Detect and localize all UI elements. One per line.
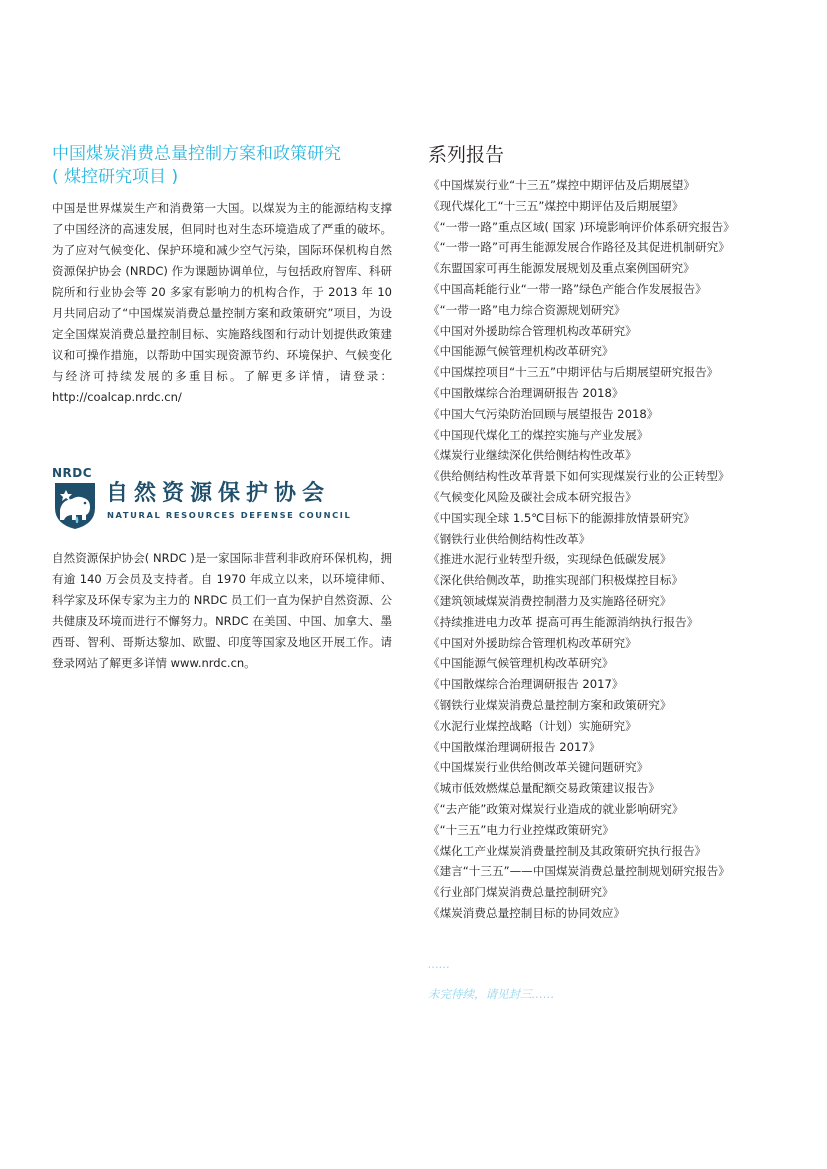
report-list-item: 《中国能源气候管理机构改革研究》 <box>428 656 614 671</box>
about-nrdc-block <box>52 548 392 674</box>
report-list-item: 《中国对外援助综合管理机构改革研究》 <box>428 323 637 338</box>
nrdc-logo <box>52 466 352 532</box>
nrdc-logo-name-cn: 自然资源保护协会 <box>106 481 331 506</box>
report-list-item: 《建言“十三五”——中国煤炭消费总量控制规划研究报告》 <box>428 864 730 879</box>
to-be-continued-note: 未完待续，请见封三…… <box>428 987 555 1001</box>
nrdc-bear-shield-icon <box>52 480 98 530</box>
series-ellipsis: …… <box>428 958 450 971</box>
report-list-item: 《深化供给侧改革，助推实现部门积极煤控目标》 <box>428 573 684 588</box>
report-list-item: 《中国煤炭行业供给侧改革关键问题研究》 <box>428 760 649 775</box>
project-section <box>52 143 392 189</box>
report-list-item: 《钢铁行业煤炭消费总量控制方案和政策研究》 <box>428 697 672 712</box>
report-list-item: 《煤炭消费总量控制目标的协同效应》 <box>428 905 626 920</box>
report-list-item: 《“十三五”电力行业控煤政策研究》 <box>428 822 614 837</box>
report-list-item: 《煤炭行业继续深化供给侧结构性改革》 <box>428 448 637 463</box>
report-list-item: 《推进水泥行业转型升级，实现绿色低碳发展》 <box>428 552 672 567</box>
nrdc-logo-name-en: NATURAL RESOURCES DEFENSE COUNCIL <box>107 510 352 520</box>
report-list-item: 《城市低效燃煤总量配额交易政策建议报告》 <box>428 781 660 796</box>
project-title-line2: ( 煤控研究项目 ) <box>52 167 179 187</box>
report-list-item: 《现代煤化工“十三五”煤控中期评估及后期展望》 <box>428 198 684 213</box>
nrdc-logo-abbr: NRDC <box>52 466 93 480</box>
report-list-item: 《气候变化风险及碳社会成本研究报告》 <box>428 489 637 504</box>
report-list-item: 《中国煤炭行业“十三五”煤控中期评估及后期展望》 <box>428 178 696 192</box>
report-list-item: 《水泥行业煤控战略（计划）实施研究》 <box>428 718 637 733</box>
report-list-item: 《中国散煤综合治理调研报告 2017》 <box>428 677 624 692</box>
project-title <box>52 143 392 189</box>
report-list-item: 《持续推进电力改革 提高可再生能源消纳执行报告》 <box>428 614 699 629</box>
report-list-item: 《中国能源气候管理机构改革研究》 <box>428 344 614 359</box>
report-list-item: 《中国煤控项目“十三五”中期评估与后期展望研究报告》 <box>428 365 719 380</box>
report-list-item: 《“一带一路”电力综合资源规划研究》 <box>428 302 626 317</box>
report-list-item: 《东盟国家可再生能源发展规划及重点案例国研究》 <box>428 261 695 276</box>
series-title: 系列报告 <box>428 144 505 166</box>
report-list-item: 《中国大气污染防治回顾与展望报告 2018》 <box>428 406 659 421</box>
report-list-item: 《建筑领域煤炭消费控制潜力及实施路径研究》 <box>428 593 672 608</box>
report-list-item: 《中国高耗能行业“一带一路”绿色产能合作发展报告》 <box>428 281 707 296</box>
project-title-line1: 中国煤炭消费总量控制方案和政策研究 <box>52 144 341 164</box>
report-list-item: 《中国散煤综合治理调研报告 2018》 <box>428 385 624 400</box>
report-list-item: 《煤化工产业煤炭消费量控制及其政策研究执行报告》 <box>428 843 707 858</box>
report-list-item: 《中国对外援助综合管理机构改革研究》 <box>428 635 637 650</box>
report-list-item: 《“一带一路”重点区域( 国家 )环境影响评价体系研究报告》 <box>428 219 735 234</box>
report-list-item: 《行业部门煤炭消费总量控制研究》 <box>428 885 614 900</box>
report-list-item: 《中国实现全球 1.5℃目标下的能源排放情景研究》 <box>428 510 696 525</box>
report-list-item: 《钢铁行业供给侧结构性改革》 <box>428 531 591 546</box>
report-list-item: 《“一带一路”可再生能源发展合作路径及其促进机制研究》 <box>428 240 730 255</box>
project-description: 中国是世界煤炭生产和消费第一大国。以煤炭为主的能源结构支撑了中国经济的高速发展，但同时也对生态环境造成了严重的破坏。为了应对气候变化、保护环境和减少空气污染，国际环保机构自然资源保护协会 (NRDC) 作为课题协调单位，与包括政府智库、科研院所和行业协会等 20 多家有影响力的机构合作，于 2013 年 10 月共同启动了“中国煤炭消费总量控制方案和政策研究”项目，为设定全国煤炭消费总量控制目标、实施路线图和行动计划提供政策建议和可操作措施，以帮助中国实现资源节约、环境保护、气候变化与经济可持续发展的多重目标。了解更多详情，请登录：http://coalcap.nrdc.cn/ <box>52 201 392 404</box>
report-list <box>428 175 788 924</box>
report-list-item: 《“去产能”政策对煤炭行业造成的就业影响研究》 <box>428 801 684 816</box>
project-description-block <box>52 198 392 408</box>
report-list-item: 《供给侧结构性改革背景下如何实现煤炭行业的公正转型》 <box>428 469 730 484</box>
report-list-item: 《中国现代煤化工的煤控实施与产业发展》 <box>428 427 649 442</box>
about-nrdc-text: 自然资源保护协会( NRDC )是一家国际非营利非政府环保机构，拥有逾 140 万会员及支持者。自 1970 年成立以来，以环境律师、科学家及环保专家为主力的 NRDC 员工们一直为保护自然资源、公共健康及环境而进行不懈努力。NRDC 在美国、中国、加拿大、墨西哥、智利、哥斯达黎加、欧盟、印度等国家及地区开展工作。请登录网站了解更多详情 www.nrdc.cn。 <box>52 551 392 670</box>
report-list-item: 《中国散煤治理调研报告 2017》 <box>428 739 601 754</box>
series-reports-section <box>428 143 788 924</box>
